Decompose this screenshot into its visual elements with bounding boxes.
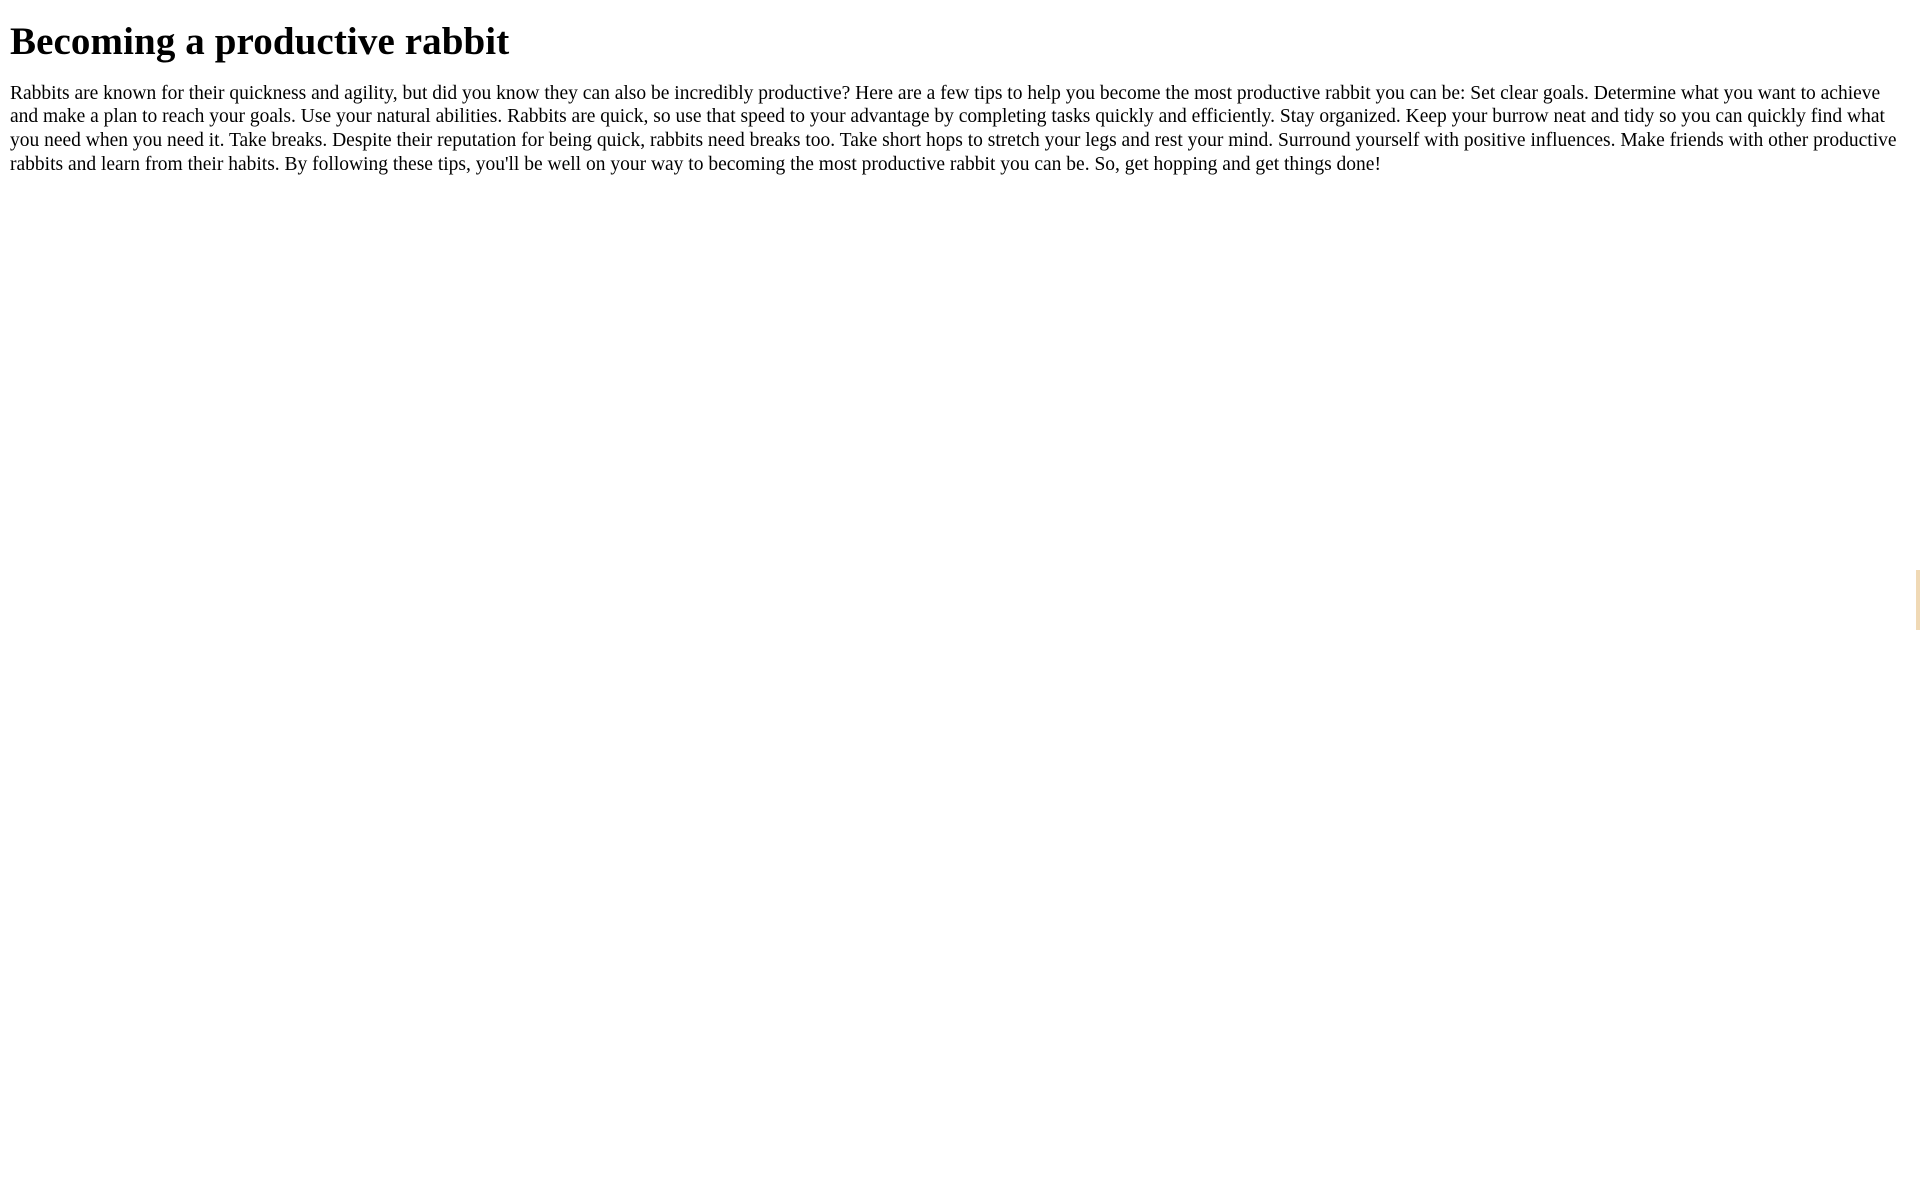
page-title: Becoming a productive rabbit: [10, 20, 510, 63]
scrollbar-marker[interactable]: [1916, 570, 1920, 630]
article-body-text: Rabbits are known for their quickness and agility, but did you know they can also be incredibly productive? Here are a few tips to help you become the most productive rabbit you can be: Set clear goals. Determine what you want to achieve and make a plan to reach your goals. Use your natural abilities. Rabbits are quick, so use that speed to your advantage by completing tasks quickly and efficiently. Stay organized. Keep your burrow neat and tidy so you can quickly find what you need when you need it. Take breaks. Despite their reputation for being quick, rabbits need breaks too. Take short hops to stretch your legs and rest your mind. Surround yourself with positive influences. Make friends with other productive rabbits and learn from their habits. By following these tips, you'll be well on your way to becoming the most productive rabbit you can be. So, get hopping and get things done!: [10, 82, 1897, 176]
